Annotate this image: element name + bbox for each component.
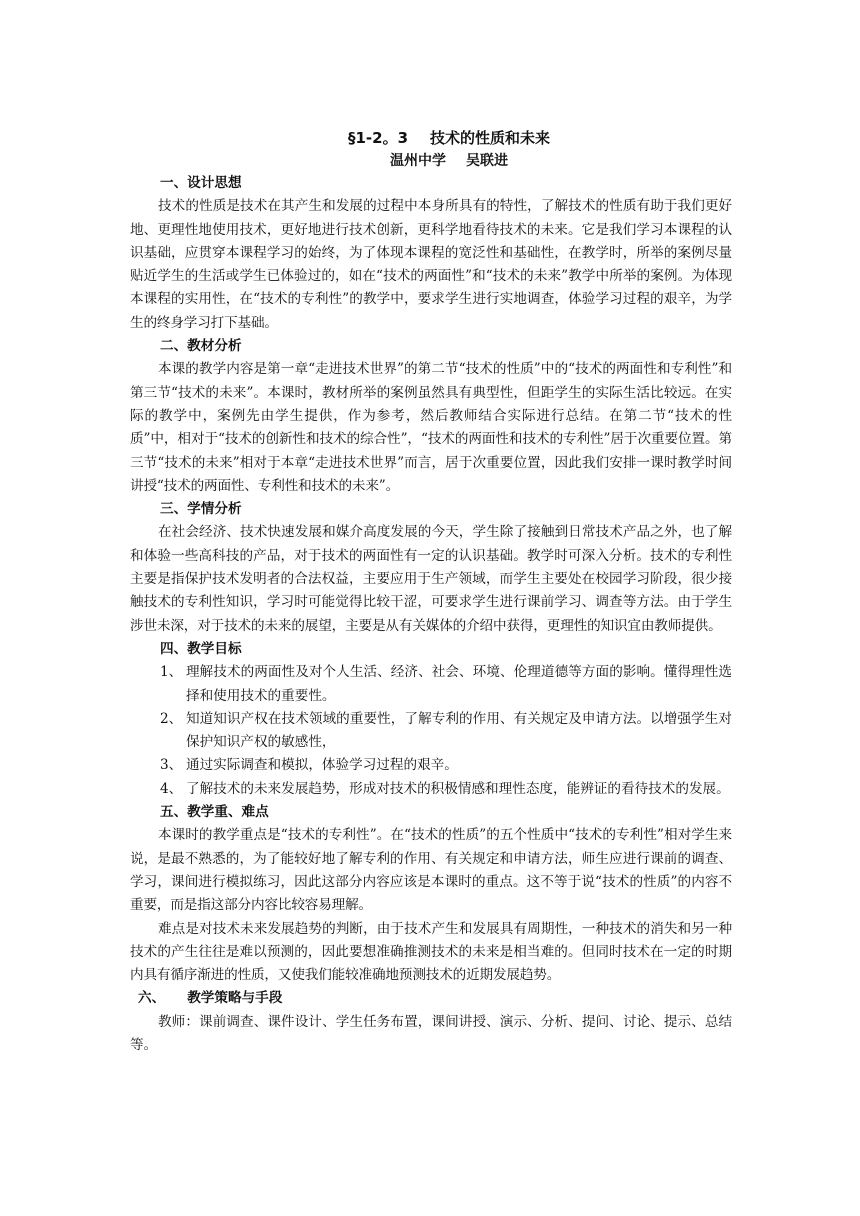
paragraph-material-analysis: 本课的教学内容是第一章“走进技术世界”的第二节“技术的性质”中的“技术的两面性和专利性”和第三节“技术的未来”。本课时，教材所举的案例虽然具有典型性，但距学生的实际生活比较远。在实际的教学中，案例先由学生提供，作为参考，然后教师结合实际进行总结。在第二节“技术的性质”中，相对于“技术的创新性和技术的综合性”，“技术的两面性和技术的专利性”居于次重要位置。第三节“技术的未来”相对于本章“走进技术世界”而言，居于次重要位置，因此我们安排一课时教学时间讲授“技术的两面性、专利性和技术的未来”。 [130, 361, 732, 494]
heading-teaching-strategy [130, 987, 732, 1010]
heading-teaching-goals: 四、教学目标 [160, 640, 242, 657]
author-line [166, 150, 732, 172]
paragraph-difficult-points: 难点是对技术未来发展趋势的判断，由于技术产生和发展具有周期性，一种技术的消失和另一种技术的产生往往是难以预测的，因此要想准确推测技术的未来是相当难的。但同时技术在一定的时期内具有循序渐进的性质，又使我们能较准确地预测技术的近期发展趋势。 [130, 920, 732, 984]
document-title [166, 126, 732, 150]
list-text: 理解技术的两面性及对个人生活、经济、社会、环境、伦理道德等方面的影响。懂得理性选择和使用技术的重要性。 [186, 664, 732, 704]
list-number: 2、 [160, 710, 183, 727]
title-text: 技术的性质和未来 [430, 129, 551, 147]
list-text: 通过实际调查和模拟，体验学习过程的艰辛。 [186, 757, 458, 774]
author-school: 温州中学 [390, 153, 446, 169]
paragraph-design-idea: 技术的性质是技术在其产生和发展的过程中本身所具有的特性，了解技术的性质有助于我们更好地、更理性地使用技术，更好地进行技术创新，更科学地看待技术的未来。它是我们学习本课程的认识基础，应贯穿本课程学习的始终，为了体现本课程的宽泛性和基础性，在教学时，所举的案例尽量贴近学生的生活或学生已体验过的，如在“技术的两面性”和“技术的未来”教学中所举的案例。为体现本课程的实用性，在“技术的专利性”的教学中，要求学生进行实地调查，体验学习过程的艰辛，为学生的终身学习打下基础。 [130, 198, 732, 331]
heading-number: 六、 [138, 990, 166, 1007]
list-number: 1、 [160, 664, 183, 681]
list-item [130, 661, 732, 708]
paragraph-student-analysis: 在社会经济、技术快速发展和媒介高度发展的今天，学生除了接触到日常技术产品之外，也了解和体验一些高科技的产品，对于技术的两面性有一定的认识基础。教学时可深入分析。技术的专利性主要是指保护技术发明者的合法权益，主要应用于生产领域，而学生主要处在校园学习阶段，很少接触技术的专利性知识，学习时可能觉得比较干涩，可要求学生进行课前学习、调查等方法。由于学生涉世未深，对于技术的未来的展望，主要是从有关媒体的介绍中获得，更理性的知识宜由教师提供。 [130, 524, 732, 634]
author-name: 吴联进 [466, 153, 508, 169]
goals-list [130, 661, 732, 801]
list-number: 4、 [160, 780, 183, 797]
heading-student-analysis: 三、学情分析 [160, 501, 242, 518]
paragraph-key-points: 本课时的教学重点是“技术的专利性”。在“技术的性质”的五个性质中“技术的专利性”相对学生来说，是最不熟悉的，为了能较好地了解专利的作用、有关规定和申请方法，师生应进行课前的调查、学习，课间进行模拟练习，因此这部分内容应该是本课时的重点。这不等于说“技术的性质”的内容不重要，而是指这部分内容比较容易理解。 [130, 827, 732, 914]
list-number: 3、 [160, 757, 183, 774]
paragraph-teaching-strategy: 教师：课前调查、课件设计、学生任务布置，课间讲授、演示、分析、提问、讨论、提示、总结等。 [130, 1013, 732, 1053]
section-number: §1-2。3 [347, 129, 409, 147]
list-text: 了解技术的未来发展趋势，形成对技术的积极情感和理性态度，能辨证的看待技术的发展。 [186, 780, 730, 797]
list-text: 知道知识产权在技术领域的重要性，了解专利的作用、有关规定及申请方法。以增强学生对保护知识产权的敏感性， [186, 710, 732, 751]
heading-design-idea: 一、设计思想 [160, 175, 242, 191]
document-page [130, 126, 732, 1057]
list-item [130, 754, 732, 777]
list-item [130, 778, 732, 801]
heading-text: 教学策略与手段 [187, 990, 283, 1007]
heading-key-points: 五、教学重、难点 [160, 804, 269, 821]
list-item [130, 708, 732, 755]
heading-material-analysis: 二、教材分析 [160, 338, 242, 355]
